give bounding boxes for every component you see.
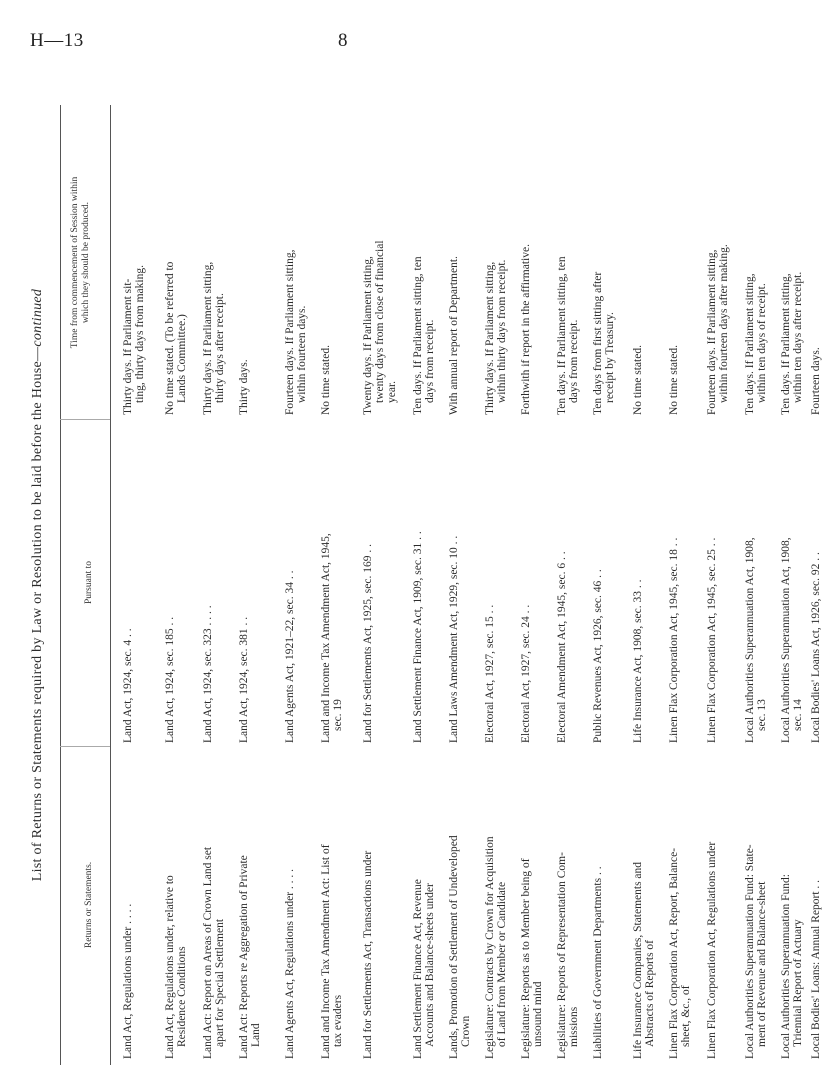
time-cell-line: Thirty days. If Parliament sitting, — [202, 261, 214, 415]
pursuant-cell-line: Local Bodies' Loans Act, 1926, sec. 92 . . — [810, 552, 822, 743]
pursuant-cell — [668, 445, 680, 743]
returns-cell-line: of Land from Member or Candidate — [496, 881, 508, 1047]
time-cell-line: days from receipt. — [424, 319, 436, 403]
time-cell-line: No time stated. (To be referred to — [164, 261, 176, 415]
pursuant-cell-line: Linen Flax Corporation Act, 1945, sec. 25 . . — [706, 537, 718, 743]
time-cell-line: within ten days after receipt. — [792, 271, 804, 403]
time-cell-line: Thirty days. — [238, 359, 250, 415]
returns-cell-line: ment of Revenue and Balance-sheet — [756, 881, 768, 1047]
returns-cell-line: Legislature: Reports as to Member being of — [520, 858, 532, 1059]
time-cell-line: within fourteen days after making. — [718, 244, 730, 403]
rotated-table-region — [30, 105, 822, 1065]
returns-cell-line: Legislature: Reports of Representation Com- — [556, 852, 568, 1059]
pursuant-cell-line: Public Revenues Act, 1926, sec. 46 . . — [592, 569, 604, 743]
returns-cell-line: missions — [568, 1006, 580, 1047]
column-divider-1 — [60, 746, 110, 747]
returns-cell-line: Land Act: Reports re Aggregation of Private — [238, 855, 250, 1059]
time-cell-line: within thirty days from receipt. — [496, 259, 508, 403]
pursuant-cell-line: Land Act, 1924, sec. 4 . . — [122, 628, 134, 743]
pursuant-cell-line: Land Agents Act, 1921–22, sec. 34 . . — [284, 570, 296, 743]
returns-cell — [780, 761, 804, 1059]
title-main: List of Returns or Statements required by Law or Resolution to be laid before the House — [30, 360, 45, 882]
returns-cell-line: sheet, &c., of — [680, 985, 692, 1047]
pursuant-cell-line: Electoral Act, 1927, sec. 24 . . — [520, 604, 532, 743]
time-cell — [238, 109, 250, 415]
header-time — [70, 105, 92, 420]
returns-cell-line: unsound mind — [532, 981, 544, 1047]
pursuant-cell — [164, 445, 176, 743]
time-cell — [780, 109, 804, 415]
returns-cell — [122, 761, 134, 1059]
pursuant-cell — [520, 445, 532, 743]
time-cell-line: year. — [386, 380, 398, 403]
time-cell — [810, 109, 822, 415]
time-cell — [122, 109, 146, 415]
returns-cell-line: tax evaders — [332, 994, 344, 1047]
returns-cell-line: Land Act, Regulations under . . . . — [122, 903, 134, 1059]
returns-cell-line: Land for Settlements Act, Transactions under — [362, 850, 374, 1059]
returns-cell-line: apart for Special Settlement — [214, 918, 226, 1047]
page-number: 8 — [338, 30, 348, 51]
pursuant-cell — [320, 445, 344, 743]
time-cell-line: Ten days from first sitting after — [592, 271, 604, 415]
returns-cell-line: Triennial Report of Actuary — [792, 919, 804, 1047]
time-cell — [706, 109, 730, 415]
time-cell — [592, 109, 616, 415]
pursuant-cell — [238, 445, 250, 743]
time-cell — [448, 109, 460, 415]
pursuant-cell — [780, 445, 804, 743]
time-cell-line: Twenty days. If Parliament sitting, — [362, 256, 374, 415]
returns-cell — [484, 761, 508, 1059]
pursuant-cell — [412, 445, 424, 743]
returns-cell-line: Land Act: Report on Areas of Crown Land set — [202, 846, 214, 1059]
time-cell-line: Ten days. If Parliament sitting, ten — [556, 256, 568, 415]
pursuant-cell-line: sec. 14 — [792, 699, 804, 731]
pursuant-cell — [744, 445, 768, 743]
time-cell-line: Forthwith if report in the affirmative. — [520, 244, 532, 415]
returns-cell-line: Local Authorities Superannuation Fund: — [780, 874, 792, 1059]
time-cell-line: ting, thirty days from making. — [134, 265, 146, 403]
pursuant-cell-line: sec. 13 — [756, 699, 768, 731]
pursuant-cell — [706, 445, 718, 743]
time-cell — [202, 109, 226, 415]
pursuant-cell — [284, 445, 296, 743]
time-cell-line: Fourteen days. If Parliament sitting, — [706, 249, 718, 415]
time-cell-line: Thirty days. If Parliament sit- — [122, 278, 134, 415]
returns-cell — [592, 761, 604, 1059]
time-cell-line: receipt by Treasury. — [604, 312, 616, 403]
pursuant-cell-line: sec. 19 — [332, 699, 344, 731]
returns-cell — [448, 761, 472, 1059]
time-cell-line: Thirty days. If Parliament sitting, — [484, 261, 496, 415]
time-cell — [744, 109, 768, 415]
header-rule — [110, 105, 111, 1065]
pursuant-cell — [810, 445, 822, 743]
returns-cell-line: Land Settlement Finance Act, Revenue — [412, 879, 424, 1059]
pursuant-cell — [592, 445, 604, 743]
returns-cell-line: Land Act, Regulations under, relative to — [164, 875, 176, 1059]
pursuant-cell-line: Local Authorities Superannuation Act, 1908, — [780, 537, 792, 743]
header-time-line-2: which they should be produced. — [81, 201, 91, 324]
returns-cell-line: Lands, Promotion of Settlement of Undeveloped — [448, 835, 460, 1059]
column-divider-2 — [60, 419, 110, 420]
time-cell — [668, 109, 680, 415]
pursuant-cell-line: Land Act, 1924, sec. 381 . . — [238, 616, 250, 743]
time-cell-line: No time stated. — [632, 345, 644, 415]
returns-cell-line: Land Agents Act, Regulations under . . . . — [284, 868, 296, 1059]
returns-cell — [632, 761, 656, 1059]
pursuant-cell-line: Linen Flax Corporation Act, 1945, sec. 18 . . — [668, 537, 680, 743]
pursuant-cell-line: Life Insurance Act, 1908, sec. 33 . . — [632, 579, 644, 743]
time-cell — [484, 109, 508, 415]
returns-cell-line: Crown — [460, 1015, 472, 1047]
returns-cell — [164, 761, 188, 1059]
returns-cell-line: Land and Income Tax Amendment Act: List of — [320, 844, 332, 1059]
pursuant-cell-line: Land Act, 1924, sec. 323 . . . . — [202, 605, 214, 743]
top-rule — [60, 105, 61, 1065]
returns-cell — [320, 761, 344, 1059]
pursuant-cell-line: Land Laws Amendment Act, 1929, sec. 10 . . — [448, 535, 460, 743]
time-cell-line: Ten days. If Parliament sitting, — [780, 273, 792, 415]
pursuant-cell-line: Local Authorities Superannuation Act, 1908, — [744, 537, 756, 743]
pursuant-cell — [448, 445, 460, 743]
pursuant-cell — [484, 445, 496, 743]
returns-cell-line: Liabilities of Government Departments . . — [592, 866, 604, 1059]
time-cell-line: thirty days after receipt. — [214, 293, 226, 403]
time-cell-line: Fourteen days. If Parliament sitting, — [284, 249, 296, 415]
time-cell — [284, 109, 308, 415]
time-cell-line: Ten days. If Parliament sitting, — [744, 273, 756, 415]
returns-cell-line: Local Authorities Superannuation Fund: State- — [744, 844, 756, 1059]
time-cell-line: within fourteen days. — [296, 305, 308, 403]
time-cell — [632, 109, 644, 415]
pursuant-cell — [122, 445, 134, 743]
pursuant-cell-line: Electoral Amendment Act, 1945, sec. 6 . . — [556, 551, 568, 743]
header-time-line-1: Time from commencement of Session within — [70, 176, 80, 349]
pursuant-cell-line: Land Act, 1924, sec. 185 . . — [164, 616, 176, 743]
title-continued: continued — [30, 288, 45, 347]
time-cell — [320, 109, 332, 415]
returns-cell-line: Land — [250, 1023, 262, 1047]
returns-cell-line: Abstracts of Reports of — [644, 940, 656, 1047]
time-cell — [164, 109, 188, 415]
time-cell-line: twenty days from close of financial — [374, 240, 386, 403]
time-cell — [412, 109, 436, 415]
returns-cell — [810, 761, 822, 1059]
time-cell — [556, 109, 580, 415]
returns-cell — [202, 761, 226, 1059]
time-cell-line: With annual report of Department. — [448, 256, 460, 415]
returns-cell — [362, 761, 374, 1059]
time-cell-line: Ten days. If Parliament sitting, ten — [412, 256, 424, 415]
pursuant-cell — [362, 445, 374, 743]
pursuant-cell-line: Land for Settlements Act, 1925, sec. 169 . . — [362, 544, 374, 743]
pursuant-cell — [632, 445, 644, 743]
returns-cell — [706, 761, 718, 1059]
returns-cell — [520, 761, 544, 1059]
page-code: H—13 — [30, 30, 84, 51]
time-cell-line: within ten days of receipt. — [756, 283, 768, 403]
returns-cell-line: Accounts and Balance-sheets under — [424, 883, 436, 1047]
time-cell — [520, 109, 532, 415]
returns-cell-line: Linen Flax Corporation Act, Regulations under — [706, 841, 718, 1059]
returns-cell-line: Local Bodies' Loans: Annual Report . . — [810, 879, 822, 1059]
returns-cell-line: Linen Flax Corporation Act, Report, Balance- — [668, 847, 680, 1059]
returns-cell — [284, 761, 296, 1059]
time-cell-line: Lands Committee.) — [176, 314, 188, 403]
header-returns: Returns or Statements. — [84, 861, 94, 949]
pursuant-cell — [556, 445, 568, 743]
time-cell-line: Fourteen days. — [810, 347, 822, 415]
returns-cell — [668, 761, 692, 1059]
pursuant-cell-line: Land and Income Tax Amendment Act, 1945, — [320, 533, 332, 743]
returns-cell — [238, 761, 262, 1059]
table-title: List of Returns or Statements required by Law or Resolution to be laid before the House—continued — [30, 288, 45, 882]
pursuant-cell-line: Electoral Act, 1927, sec. 15 . . — [484, 604, 496, 743]
returns-cell — [744, 761, 768, 1059]
time-cell-line: days from receipt. — [568, 319, 580, 403]
time-cell-line: No time stated. — [668, 345, 680, 415]
header-pursuant: Pursuant to — [84, 561, 94, 605]
returns-cell-line: Legislature: Contracts by Crown for Acquisition — [484, 836, 496, 1059]
returns-cell-line: Life Insurance Companies, Statements and — [632, 861, 644, 1059]
returns-cell — [412, 761, 436, 1059]
time-cell — [362, 109, 398, 415]
pursuant-cell — [202, 445, 214, 743]
returns-cell — [556, 761, 580, 1059]
time-cell-line: No time stated. — [320, 345, 332, 415]
returns-cell-line: Residence Conditions — [176, 946, 188, 1047]
pursuant-cell-line: Land Settlement Finance Act, 1909, sec. 31 . . — [412, 531, 424, 743]
